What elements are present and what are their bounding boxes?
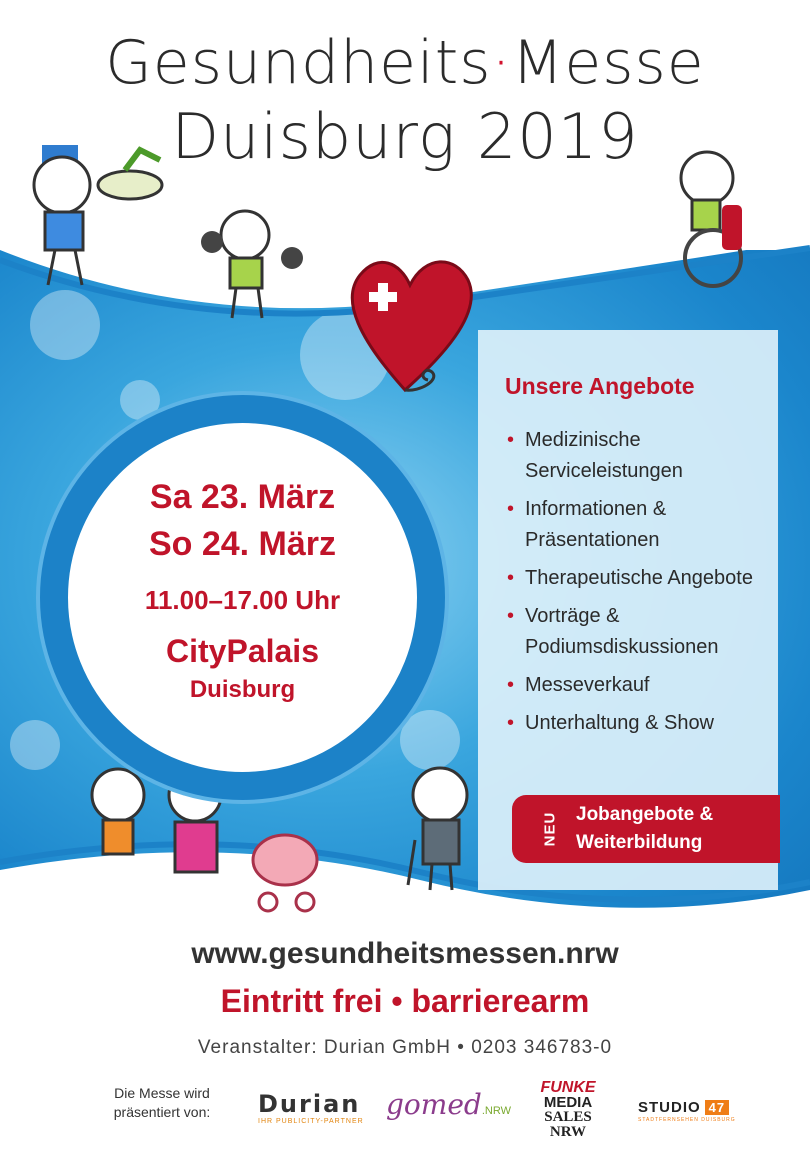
entry-info: Eintritt frei • barrierearm — [220, 983, 590, 1019]
event-date-2: So 24. März — [148, 525, 337, 563]
presented-line2: präsentiert von: — [113, 1104, 211, 1120]
list-item — [507, 670, 787, 701]
gomed-logo-suffix: .NRW — [481, 1105, 511, 1117]
new-offer-line1: Jobangebote & — [576, 804, 714, 825]
offers-list — [507, 425, 787, 746]
funke-logo-line3: SALES NRW — [544, 1109, 592, 1140]
event-city: Duisburg — [189, 676, 296, 703]
event-time: 11.00–17.00 Uhr — [144, 585, 341, 615]
organizer-info: Veranstalter: Durian GmbH • 0203 346783-0 — [197, 1037, 613, 1058]
bullet-icon: • — [507, 605, 515, 627]
funke-logo-line1: FUNKE — [540, 1079, 596, 1096]
studio47-logo — [638, 1099, 729, 1116]
studio-logo-name: STUDIO — [638, 1099, 701, 1116]
gomed-logo-name: gomed — [386, 1088, 482, 1121]
list-item — [507, 494, 787, 556]
studio47-logo-tagline: STADTFERNSEHEN DUISBURG — [638, 1117, 736, 1123]
heart-icon — [352, 262, 471, 390]
bullet-icon: • — [507, 712, 515, 734]
bullet-icon: • — [507, 674, 515, 696]
list-item — [507, 425, 787, 487]
offer-label: Vorträge & Podiumsdiskussionen — [525, 605, 719, 658]
presented-line1: Die Messe wird — [114, 1085, 210, 1101]
funke-logo — [528, 1080, 608, 1140]
studio-logo-number: 47 — [705, 1100, 729, 1115]
list-item — [507, 563, 787, 594]
event-venue: CityPalais — [166, 633, 319, 669]
title-dot: · — [491, 28, 512, 98]
offer-label: Messeverkauf — [525, 674, 650, 696]
new-offer-box — [512, 795, 780, 863]
offer-label: Unterhaltung & Show — [525, 712, 715, 734]
list-item — [507, 708, 787, 739]
event-date-1: Sa 23. März — [149, 478, 336, 516]
bullet-icon: • — [507, 498, 515, 520]
durian-logo — [258, 1090, 378, 1125]
offer-label: Informationen & Präsentationen — [525, 498, 667, 551]
new-offer-text — [576, 801, 713, 857]
presented-by-label — [92, 1084, 232, 1122]
offers-title: Unsere Angebote — [505, 373, 695, 399]
funke-logo-line2: MEDIA — [543, 1094, 593, 1111]
website-link[interactable]: www.gesundheitsmessen.nrw — [191, 937, 619, 970]
offer-label: Medizinische Serviceleistungen — [525, 429, 683, 482]
new-badge: NEU — [541, 811, 559, 847]
list-item — [507, 601, 787, 663]
bullet-icon: • — [507, 567, 515, 589]
gomed-logo — [386, 1088, 511, 1121]
bullet-icon: • — [507, 429, 515, 451]
title-part1: Gesundheits — [105, 28, 492, 98]
durian-logo-name: Durian — [258, 1090, 361, 1118]
durian-logo-tagline: IHR PUBLICITY-PARTNER — [258, 1118, 364, 1125]
page-title — [0, 28, 810, 98]
title-part2: Messe — [511, 28, 705, 98]
new-offer-line2: Weiterbildung — [576, 832, 703, 853]
page-subtitle: Duisburg 2019 — [171, 100, 639, 173]
offer-label: Therapeutische Angebote — [525, 567, 753, 589]
